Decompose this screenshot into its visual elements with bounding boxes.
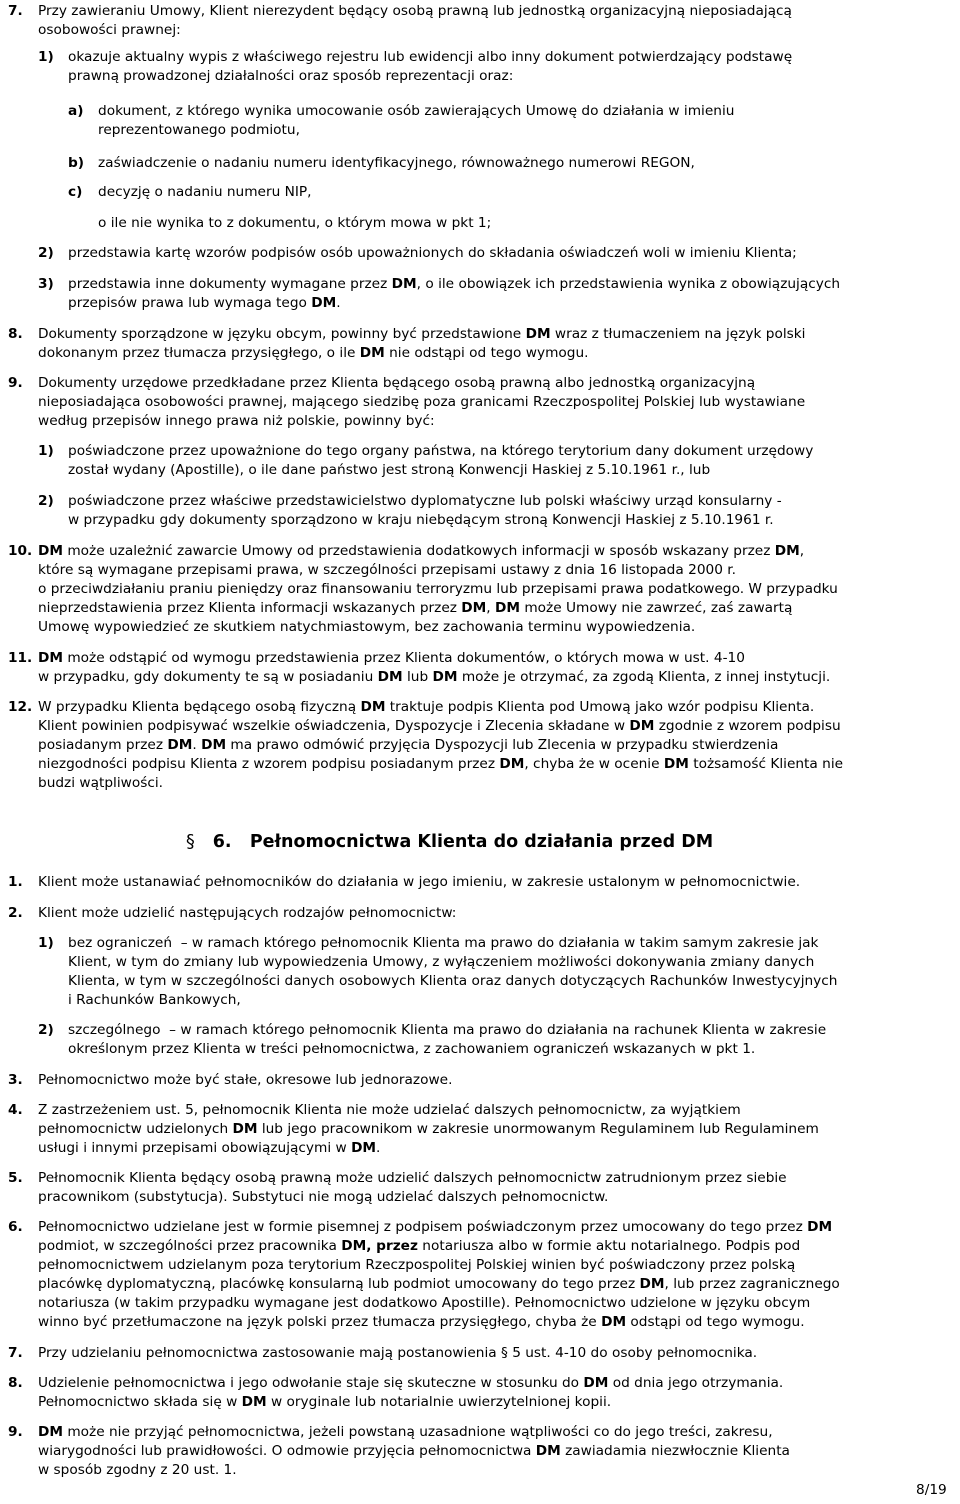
text-run: Pełnomocnictwo może być stałe, okresowe lub jednorazowe. (38, 1072, 453, 1088)
text-run: , chyba że w ocenie (524, 756, 664, 772)
text-run: osobowości prawnej: (38, 22, 181, 38)
paragraph-line (38, 393, 805, 412)
text-run: pełnomocnictwem udzielanym poza terytorium Rzeczpospolitej Polskiej winien być poświadczony przez polską (38, 1257, 796, 1273)
bold-term: DM (639, 1276, 665, 1292)
text-run: reprezentowanego podmiotu, (98, 122, 300, 138)
text-run: , (799, 543, 805, 559)
text-run: , lub przez zagranicznego (664, 1276, 840, 1292)
text-run: Klient może ustanawiać pełnomocników do działania w jego imieniu, w zakresie ustalonym w pełnomocnictwie. (38, 874, 801, 890)
paragraph-line (68, 1040, 755, 1059)
paragraph-line (38, 580, 838, 599)
bold-term: DM (583, 1375, 609, 1391)
paragraph-line (38, 344, 589, 363)
item-number: 2) (38, 245, 54, 261)
text-run: Klient, w tym do zmiany lub wypowiedzenia Umowy, z wyłączeniem możliwości dokonywania zmiany danych (68, 954, 815, 970)
bold-term: DM (499, 756, 525, 772)
paragraph-line (38, 1294, 810, 1313)
text-run: Przy zawieraniu Umowy, Klient nierezydent będący osobą prawną lub jednostką organizacyjną nieposiadającą (38, 3, 792, 19)
item-number: 12. (8, 699, 33, 715)
text-run: okazuje aktualny wypis z właściwego rejestru lub ewidencji albo inny dokument potwierdzający podstawę (68, 49, 793, 65)
text-run: nieprzedstawienia przez Klienta informacji wskazanych przez (38, 600, 462, 616)
item-number: 5. (8, 1170, 23, 1186)
text-run: , o ile obowiązek ich przedstawienia wynika z obowiązujących (416, 276, 841, 292)
text-run: prawną prowadzonej działalności oraz sposób reprezentacji oraz: (68, 68, 514, 84)
text-run: może Umowy nie zawrzeć, zaś zawartą (519, 600, 793, 616)
bold-term: DM (432, 669, 458, 685)
item-number: 7. (8, 1345, 23, 1361)
paragraph-line (68, 1021, 826, 1040)
text-run: Dokumenty sporządzone w języku obcym, powinny być przedstawione (38, 326, 526, 342)
bold-term: DM (38, 1424, 63, 1440)
text-run: od dnia jego otrzymania. (608, 1375, 784, 1391)
bold-term: DM (351, 1140, 377, 1156)
paragraph-line (38, 1461, 237, 1480)
item-number: 10. (8, 543, 33, 559)
section-sign: § (186, 832, 195, 852)
item-number: 9. (8, 375, 23, 391)
bold-term: DM (360, 699, 386, 715)
paragraph-line (38, 1237, 800, 1256)
paragraph-line (38, 774, 163, 793)
text-run: przedstawia kartę wzorów podpisów osób upoważnionych do składania oświadczeń woli w imieniu Klienta; (68, 245, 797, 261)
item-number: 1) (38, 443, 54, 459)
text-run: Pełnomocnictwo składa się w (38, 1394, 242, 1410)
bold-term: DM, przez (341, 1238, 418, 1254)
paragraph-line (38, 1169, 787, 1188)
bold-term: DM (38, 543, 63, 559)
text-run: w sposób zgodny z 20 ust. 1. (38, 1462, 237, 1478)
paragraph-line (38, 542, 804, 561)
text-run: lub jego pracownikom w zakresie unormowanym Regulaminem lub Regulaminem (257, 1121, 819, 1137)
text-run: niezgodności podpisu Klienta z wzorem podpisu posiadanym przez (38, 756, 500, 772)
text-run: został wydany (Apostille), o ile dane państwo jest stroną Konwencji Haskiej z 5.10.1961 r., lub (68, 462, 711, 478)
text-run: dokument, z którego wynika umocowanie osób zawierających Umowę do działania w imieniu (98, 103, 735, 119)
paragraph-line (68, 972, 838, 991)
paragraph-line (38, 1188, 608, 1207)
text-run: . (376, 1140, 381, 1156)
paragraph-line (38, 374, 755, 393)
text-run: traktuje podpis Klienta pod Umową jako wzór podpisu Klienta. (385, 699, 815, 715)
text-run: które są wymagane przepisami prawa, w szczególności przepisami ustawy z dnia 16 listopada 2000 r. (38, 562, 737, 578)
item-number: a) (68, 103, 84, 119)
text-run: przepisów prawa lub wymaga tego (68, 295, 312, 311)
item-number: b) (68, 155, 85, 171)
bold-term: DM (663, 756, 689, 772)
paragraph-line (68, 294, 341, 313)
item-number: c) (68, 184, 83, 200)
paragraph-line (38, 649, 745, 668)
text-run: w przypadku, gdy dokumenty te są w posiadaniu (38, 669, 378, 685)
paragraph-line (98, 102, 734, 121)
text-run: o ile nie wynika to z dokumentu, o którym mowa w pkt 1; (98, 215, 492, 231)
bold-term: DM (494, 600, 520, 616)
paragraph-line (68, 48, 792, 67)
paragraph-line (38, 1256, 795, 1275)
paragraph-line (98, 121, 300, 140)
text-run: . (336, 295, 341, 311)
text-run: w przypadku gdy dokumenty sporządzono w kraju niebędącym stroną Konwencji Haskiej z 5.10.1961 r. (68, 512, 774, 528)
text-run: i Rachunków Bankowych, (68, 992, 241, 1008)
page-number: 8/19 (916, 1482, 947, 1498)
text-run: Z zastrzeżeniem ust. 5, pełnomocnik Klienta nie może udzielać dalszych pełnomocnictw, za wyjątkiem (38, 1102, 741, 1118)
paragraph-line (38, 1101, 741, 1120)
text-run: przedstawia inne dokumenty wymagane przez (68, 276, 392, 292)
text-run: może odstąpić od wymogu przedstawienia przez Klienta dokumentów, o których mowa w ust. 4-10 (62, 650, 745, 666)
paragraph-line (38, 1313, 805, 1332)
paragraph-line (68, 244, 797, 263)
bold-term: DM (359, 345, 385, 361)
text-run: według przepisów innego prawa niż polskie, powinny być: (38, 413, 435, 429)
text-run: notariusza albo w formie aktu notarialnego. Podpis pod (417, 1238, 801, 1254)
paragraph-line (68, 275, 840, 294)
bold-term: DM (525, 326, 551, 342)
bold-term: DM (807, 1219, 833, 1235)
bold-term: DM (377, 669, 403, 685)
text-run: posiadanym przez (38, 737, 168, 753)
paragraph-line (38, 717, 841, 736)
bold-term: DM (535, 1443, 561, 1459)
paragraph-line (38, 21, 181, 40)
text-run: dokonanym przez tłumacza przysięgłego, o ile (38, 345, 360, 361)
section-heading (186, 832, 713, 852)
text-run: Klienta, w tym w szczególności danych osobowych Klienta oraz danych dotyczących Rachunków Inwestycyjnych (68, 973, 838, 989)
text-run: podmiot, w szczególności przez pracownika (38, 1238, 342, 1254)
item-number: 8. (8, 1375, 23, 1391)
paragraph-line (38, 599, 792, 618)
text-run: Przy udzielaniu pełnomocnictwa zastosowanie mają postanowienia § 5 ust. 4-10 do osoby pełnomocnika. (38, 1345, 758, 1361)
item-number: 1) (38, 935, 54, 951)
text-run: Klient może udzielić następujących rodzajów pełnomocnictw: (38, 905, 457, 921)
paragraph-line (38, 1139, 380, 1158)
bold-term: DM (201, 737, 227, 753)
paragraph-line (38, 561, 736, 580)
text-run: odstąpi od tego wymogu. (626, 1314, 805, 1330)
paragraph-line (38, 1393, 611, 1412)
text-run: placówkę dyplomatyczną, placówkę konsularną lub podmiot umocowany do tego przez (38, 1276, 640, 1292)
text-run: decyzję o nadaniu numeru NIP, (98, 184, 312, 200)
text-run: , (486, 600, 495, 616)
text-run: wraz z tłumaczeniem na język polski (550, 326, 806, 342)
text-run: nie odstąpi od tego wymogu. (384, 345, 589, 361)
item-number: 2. (8, 905, 23, 921)
paragraph-line (68, 991, 241, 1010)
text-run: nieposiadająca osobowości prawnej, mającego siedzibę poza granicami Rzeczpospolitej Polskiej lub wystawiane (38, 394, 806, 410)
text-run: pracownikom (substytucja). Substytuci nie mogą udzielać dalszych pełnomocnictw. (38, 1189, 609, 1205)
text-run: zaświadczenie o nadaniu numeru identyfikacyjnego, równoważnego numerowi REGON, (98, 155, 695, 171)
item-number: 3) (38, 276, 54, 292)
paragraph-line (38, 1344, 757, 1363)
text-run: szczególnego – w ramach którego pełnomocnik Klienta ma prawo do działania na rachunek Klienta w zakresie (68, 1022, 827, 1038)
text-run: pełnomocnictw udzielonych (38, 1121, 233, 1137)
text-run: zgodnie z wzorem podpisu (654, 718, 841, 734)
text-run: Pełnomocnik Klienta będący osobą prawną może udzielić dalszych pełnomocnictw zatrudnionym przez siebie (38, 1170, 787, 1186)
paragraph-line (38, 618, 695, 637)
paragraph-line (38, 1218, 832, 1237)
text-run: Pełnomocnictwo udzielane jest w formie pisemnej z podpisem poświadczonym przez umocowany do tego przez (38, 1219, 808, 1235)
paragraph-line (38, 736, 778, 755)
item-number: 2) (38, 1022, 54, 1038)
item-number: 3. (8, 1072, 23, 1088)
paragraph-line (98, 214, 491, 233)
paragraph-line (68, 67, 513, 86)
text-run: lub (402, 669, 433, 685)
section-title: 6. Pełnomocnictwa Klienta do działania przed DM (212, 832, 714, 852)
text-run: tożsamość Klienta nie (688, 756, 844, 772)
item-number: 9. (8, 1424, 23, 1440)
bold-term: DM (391, 276, 417, 292)
paragraph-line (38, 1071, 452, 1090)
text-run: budzi wątpliwości. (38, 775, 164, 791)
text-run: o przeciwdziałaniu praniu pieniędzy oraz finansowaniu terroryzmu lub przepisami prawa podatkowego. W przypadku (38, 581, 838, 597)
text-run: może nie przyjąć pełnomocnictwa, jeżeli powstaną uzasadnione wątpliwości co do jego treści, zakresu, (62, 1424, 773, 1440)
bold-term: DM (601, 1314, 627, 1330)
paragraph-line (38, 1275, 840, 1294)
item-number: 6. (8, 1219, 23, 1235)
text-run: Umowę wypowiedzieć ze skutkiem natychmiastowym, bez zachowania terminu wypowiedzenia. (38, 619, 696, 635)
bold-term: DM (629, 718, 655, 734)
bold-term: DM (232, 1121, 258, 1137)
bold-term: DM (311, 295, 337, 311)
paragraph-line (38, 755, 843, 774)
bold-term: DM (241, 1394, 267, 1410)
text-run: Klient powinien podpisywać wszelkie oświadczenia, Dyspozycje i Zlecenia składane w (38, 718, 630, 734)
paragraph-line (68, 461, 710, 480)
text-run: ma prawo odmówić przyjęcia Dyspozycji lub Zlecenia w przypadku stwierdzenia (226, 737, 779, 753)
paragraph-line (38, 873, 800, 892)
bold-term: DM (461, 600, 487, 616)
paragraph-line (68, 511, 774, 530)
paragraph-line (38, 1120, 819, 1139)
paragraph-line (98, 183, 312, 202)
paragraph-line (38, 668, 830, 687)
bold-term: DM (38, 650, 63, 666)
text-run: może uzależnić zawarcie Umowy od przedstawienia dodatkowych informacji w sposób wskazany przez (62, 543, 775, 559)
paragraph-line (98, 154, 695, 173)
paragraph-line (68, 442, 813, 461)
text-run: zawiadamia niezwłocznie Klienta (560, 1443, 790, 1459)
item-number: 4. (8, 1102, 23, 1118)
item-number: 1. (8, 874, 23, 890)
paragraph-line (38, 904, 456, 923)
bold-term: DM (167, 737, 193, 753)
item-number: 1) (38, 49, 54, 65)
text-run: wiarygodności lub prawidłowości. O odmowie przyjęcia pełnomocnictwa (38, 1443, 536, 1459)
paragraph-line (68, 953, 814, 972)
paragraph-line (38, 2, 792, 21)
paragraph-line (68, 934, 818, 953)
text-run: poświadczone przez właściwe przedstawicielstwo dyplomatyczne lub polski właściwy urząd konsularny - (68, 493, 782, 509)
text-run: bez ograniczeń – w ramach którego pełnomocnik Klienta ma prawo do działania w takim samym zakresie jak (68, 935, 819, 951)
text-run: . (192, 737, 202, 753)
text-run: Udzielenie pełnomocnictwa i jego odwołanie staje się skuteczne w stosunku do (38, 1375, 584, 1391)
item-number: 7. (8, 3, 23, 19)
paragraph-line (38, 698, 814, 717)
text-run: poświadczone przez upoważnione do tego organy państwa, na którego terytorium dany dokument urzędowy (68, 443, 814, 459)
paragraph-line (68, 492, 782, 511)
paragraph-line (38, 1423, 773, 1442)
paragraph-line (38, 1442, 790, 1461)
item-number: 11. (8, 650, 33, 666)
text-run: w oryginale lub notarialnie uwierzytelnionej kopii. (266, 1394, 612, 1410)
paragraph-line (38, 1374, 783, 1393)
item-number: 2) (38, 493, 54, 509)
text-run: Dokumenty urzędowe przedkładane przez Klienta będącego osobą prawną albo jednostką organizacyjną (38, 375, 756, 391)
bold-term: DM (774, 543, 800, 559)
paragraph-line (38, 412, 435, 431)
paragraph-line (38, 325, 806, 344)
text-run: usługi i innymi przepisami obowiązującymi w (38, 1140, 352, 1156)
text-run: notariusza (w takim przypadku wymagane jest dodatkowo Apostille). Pełnomocnictwo udzielone w języku obcym (38, 1295, 811, 1311)
text-run: winno być przetłumaczone na język polski przez tłumacza przysięgłego, chyba że (38, 1314, 602, 1330)
text-run: może je otrzymać, za zgodą Klienta, z innej instytucji. (457, 669, 831, 685)
item-number: 8. (8, 326, 23, 342)
text-run: W przypadku Klienta będącego osobą fizyczną (38, 699, 361, 715)
text-run: określonym przez Klienta w treści pełnomocnictwa, z zachowaniem ograniczeń wskazanych w pkt 1. (68, 1041, 756, 1057)
